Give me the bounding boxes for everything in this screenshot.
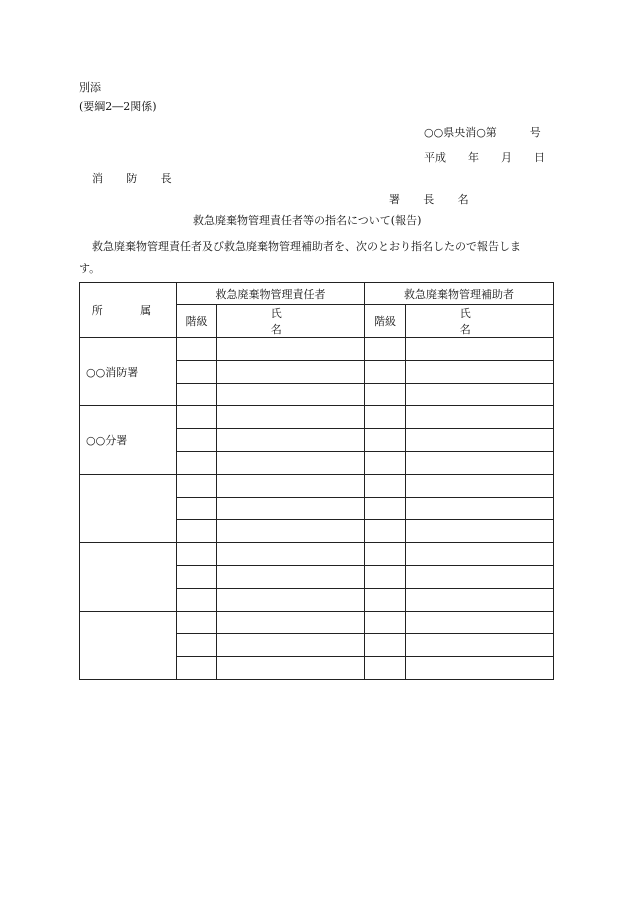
manager-name-cell[interactable] — [217, 634, 365, 657]
assistant-name-cell[interactable] — [406, 338, 554, 361]
assistant-name-cell[interactable] — [406, 474, 554, 497]
manager-rank-cell[interactable] — [177, 338, 217, 361]
assistant-name-cell[interactable] — [406, 383, 554, 406]
manager-rank-cell[interactable] — [177, 406, 217, 429]
date-line: 平成 年 月 日 — [424, 151, 545, 164]
header-row-1 — [80, 283, 554, 305]
assistant-name-header-text: 氏 名 — [459, 307, 579, 336]
document-title: 救急廃棄物管理責任者等の指名について(報告) — [193, 214, 422, 227]
unit-cell — [80, 543, 177, 611]
manager-name-cell[interactable] — [217, 406, 365, 429]
assistant-rank-cell[interactable] — [365, 474, 406, 497]
attachment-label: 別添 — [79, 81, 101, 94]
manager-name-cell[interactable] — [217, 383, 365, 406]
assistant-name-cell[interactable] — [406, 429, 554, 452]
designation-table — [79, 282, 579, 680]
affiliation-header-text: 所 属 — [91, 304, 165, 317]
manager-rank-cell[interactable] — [177, 360, 217, 383]
assistant-name-header — [406, 305, 579, 338]
assistant-rank-cell[interactable] — [365, 429, 406, 452]
assistant-rank-cell[interactable] — [365, 634, 406, 657]
assistant-name-cell[interactable] — [406, 611, 554, 634]
manager-rank-cell[interactable] — [177, 451, 217, 474]
assistant-rank-cell[interactable] — [365, 565, 406, 588]
assistant-rank-cell[interactable] — [365, 543, 406, 566]
manager-name-cell[interactable] — [217, 611, 365, 634]
addressee — [92, 172, 182, 186]
assistant-rank-cell[interactable] — [365, 497, 406, 520]
affiliation-header — [80, 283, 177, 338]
manager-name-cell[interactable] — [217, 565, 365, 588]
manager-rank-cell[interactable] — [177, 565, 217, 588]
manager-rank-cell[interactable] — [177, 474, 217, 497]
assistant-rank-cell[interactable] — [365, 611, 406, 634]
assistant-name-cell[interactable] — [406, 657, 554, 680]
assistant-rank-cell[interactable] — [365, 657, 406, 680]
assistant-name-cell[interactable] — [406, 634, 554, 657]
assistant-rank-cell[interactable] — [365, 520, 406, 543]
table-row — [80, 474, 554, 497]
unit-cell — [80, 611, 177, 679]
manager-rank-cell[interactable] — [177, 383, 217, 406]
manager-rank-cell[interactable] — [177, 634, 217, 657]
table-row — [80, 611, 554, 634]
table-row — [80, 543, 554, 566]
assistant-rank-cell[interactable] — [365, 406, 406, 429]
assistant-name-cell[interactable] — [406, 360, 554, 383]
manager-rank-cell[interactable] — [177, 657, 217, 680]
assistant-rank-cell[interactable] — [365, 383, 406, 406]
manager-header: 救急廃棄物管理責任者 — [177, 283, 365, 305]
assistant-rank-cell[interactable] — [365, 451, 406, 474]
assistant-name-cell[interactable] — [406, 543, 554, 566]
assistant-name-cell[interactable] — [406, 497, 554, 520]
manager-rank-cell[interactable] — [177, 543, 217, 566]
assistant-rank-cell[interactable] — [365, 360, 406, 383]
manager-name-cell[interactable] — [217, 474, 365, 497]
reference-note: (要綱2―2関係) — [79, 100, 157, 113]
manager-name-cell[interactable] — [217, 360, 365, 383]
body-text-line1: 救急廃棄物管理責任者及び救急廃棄物管理補助者を、次のとおり指名したので報告しま — [92, 240, 521, 253]
assistant-name-cell[interactable] — [406, 406, 554, 429]
table-row — [80, 338, 554, 361]
manager-name-cell[interactable] — [217, 543, 365, 566]
assistant-name-cell[interactable] — [406, 588, 554, 611]
manager-rank-cell[interactable] — [177, 429, 217, 452]
assistant-header: 救急廃棄物管理補助者 — [365, 283, 554, 305]
manager-name-cell[interactable] — [217, 588, 365, 611]
unit-cell: ○○消防署 — [80, 338, 177, 406]
manager-name-cell[interactable] — [217, 451, 365, 474]
manager-name-cell[interactable] — [217, 429, 365, 452]
assistant-name-cell[interactable] — [406, 451, 554, 474]
unit-cell — [80, 474, 177, 542]
assistant-rank-header: 階級 — [365, 305, 406, 338]
addressee-text: 消 防 長 — [92, 172, 182, 185]
unit-cell: ○○分署 — [80, 406, 177, 474]
manager-rank-cell[interactable] — [177, 520, 217, 543]
manager-rank-cell[interactable] — [177, 611, 217, 634]
manager-rank-cell[interactable] — [177, 588, 217, 611]
manager-name-cell[interactable] — [217, 520, 365, 543]
assistant-rank-cell[interactable] — [365, 588, 406, 611]
table-row — [80, 406, 554, 429]
manager-rank-header: 階級 — [177, 305, 217, 338]
manager-name-cell[interactable] — [217, 338, 365, 361]
assistant-name-cell[interactable] — [406, 565, 554, 588]
document-number: ○○県央消○第 号 — [424, 126, 541, 139]
sender-text: 署 長 名 — [389, 193, 479, 206]
sender — [389, 193, 479, 207]
manager-name-header-text: 氏 名 — [270, 307, 390, 336]
assistant-name-cell[interactable] — [406, 520, 554, 543]
manager-rank-cell[interactable] — [177, 497, 217, 520]
body-text-line2: す。 — [79, 262, 101, 275]
manager-name-cell[interactable] — [217, 657, 365, 680]
assistant-rank-cell[interactable] — [365, 338, 406, 361]
manager-name-cell[interactable] — [217, 497, 365, 520]
